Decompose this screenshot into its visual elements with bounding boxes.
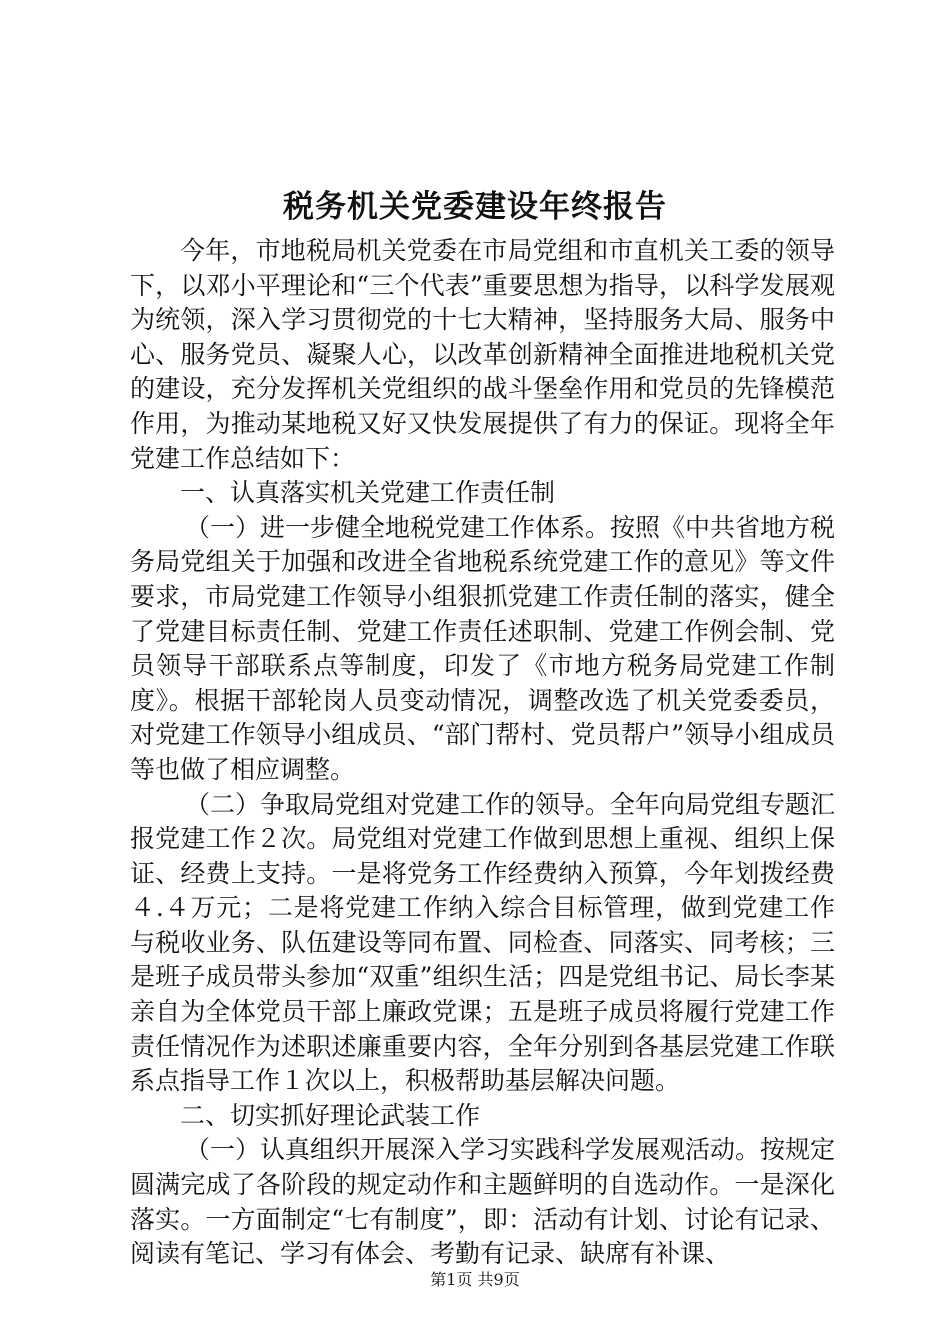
- intro-paragraph: 今年，市地税局机关党委在市局党组和市直机关工委的领导下，以邓小平理论和“三个代表”重要思想为指导，以科学发展观为统领，深入学习贯彻党的十七大精神，坚持服务大局、服务中心、服务党员、凝聚人心，以改革创新精神全面推进地税机关党的建设，充分发挥机关党组织的战斗堡垒作用和党员的先锋模范作用，为推动某地税又好又快发展提供了有力的保证。现将全年党建工作总结如下：: [130, 236, 835, 473]
- section-heading-2: 二、切实抓好理论武装工作: [180, 1100, 481, 1130]
- subsection-paragraph-2-1: （一）认真组织开展深入学习实践科学发展观活动。按规定圆满完成了各阶段的规定动作和主题鲜明的自选动作。一是深化落实。一方面制定“七有制度”，即：活动有计划、讨论有记录、阅读有笔记、学习有体会、考勤有记录、缺席有补课、: [130, 1135, 836, 1269]
- page-number-footer: 第1页 共9页: [430, 1270, 520, 1289]
- section-heading-1: 一、认真落实机关党建工作责任制: [180, 478, 556, 508]
- subsection-paragraph-1-1: （一）进一步健全地税党建工作体系。按照《中共省地方税务局党组关于加强和改进全省地税系统党建工作的意见》等文件要求，市局党建工作领导小组狠抓党建工作责任制的落实，健全了党建目标责任制、党建工作责任述职制、党建工作例会制、党员领导干部联系点等制度，印发了《市地方税务局党建工作制度》。根据干部轮岗人员变动情况，调整改选了机关党委委员，对党建工作领导小组成员、“部门帮村、党员帮户”领导小组成员等也做了相应调整。: [130, 512, 836, 784]
- subsection-paragraph-1-2: （二）争取局党组对党建工作的领导。全年向局党组专题汇报党建工作２次。局党组对党建工作做到思想上重视、组织上保证、经费上支持。一是将党务工作经费纳入预算，今年划拨经费４.４万元；二是将党建工作纳入综合目标管理，做到党建工作与税收业务、队伍建设等同布置、同检查、同落实、同考核；三是班子成员带头参加“双重”组织生活；四是党组书记、局长李某亲自为全体党员干部上廉政党课；五是班子成员将履行党建工作责任情况作为述职述廉重要内容，全年分别到各基层党建工作联系点指导工作１次以上，积极帮助基层解决问题。: [130, 789, 836, 1096]
- document-body: [130, 234, 835, 1272]
- document-title: 税务机关党委建设年终报告: [283, 189, 667, 225]
